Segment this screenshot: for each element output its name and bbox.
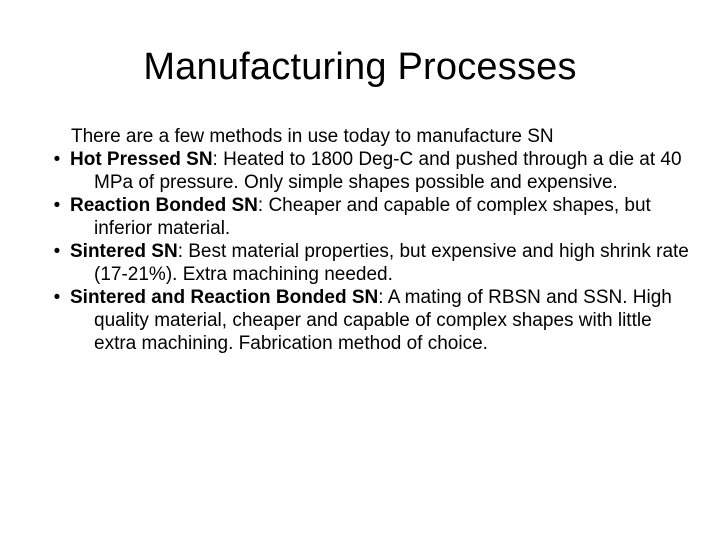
bullet-text: : A mating of RBSN and SSN. High quality material, cheaper and capable of complex shapes with little extra machining. Fabrication method of choice. xyxy=(94,287,672,354)
bullet-icon: • xyxy=(53,149,61,170)
bullet-item-reaction-bonded xyxy=(50,194,690,240)
bullet-icon: • xyxy=(53,287,61,308)
bullet-text: : Cheaper and capable of complex shapes, but inferior material. xyxy=(94,195,651,239)
bullet-icon: • xyxy=(53,241,61,262)
bullet-list xyxy=(50,148,690,355)
bullet-term: Sintered and Reaction Bonded SN xyxy=(70,287,379,308)
bullet-term: Sintered SN xyxy=(70,241,178,262)
intro-text: There are a few methods in use today to manufacture SN xyxy=(71,126,554,147)
bullet-text: : Best material properties, but expensive and high shrink rate (17-21%). Extra machining needed. xyxy=(94,241,689,285)
bullet-item-sintered-reaction-bonded xyxy=(50,286,690,355)
bullet-text: : Heated to 1800 Deg-C and pushed through a die at 40 MPa of pressure. Only simple shapes possible and expensive. xyxy=(94,149,682,193)
bullet-item-hot-pressed xyxy=(50,148,690,194)
bullet-term: Hot Pressed SN xyxy=(70,149,213,170)
slide-body xyxy=(50,125,690,355)
bullet-item-sintered xyxy=(50,240,690,286)
bullet-icon: • xyxy=(53,195,61,216)
slide-title: Manufacturing Processes xyxy=(143,46,577,88)
bullet-term: Reaction Bonded SN xyxy=(70,195,258,216)
